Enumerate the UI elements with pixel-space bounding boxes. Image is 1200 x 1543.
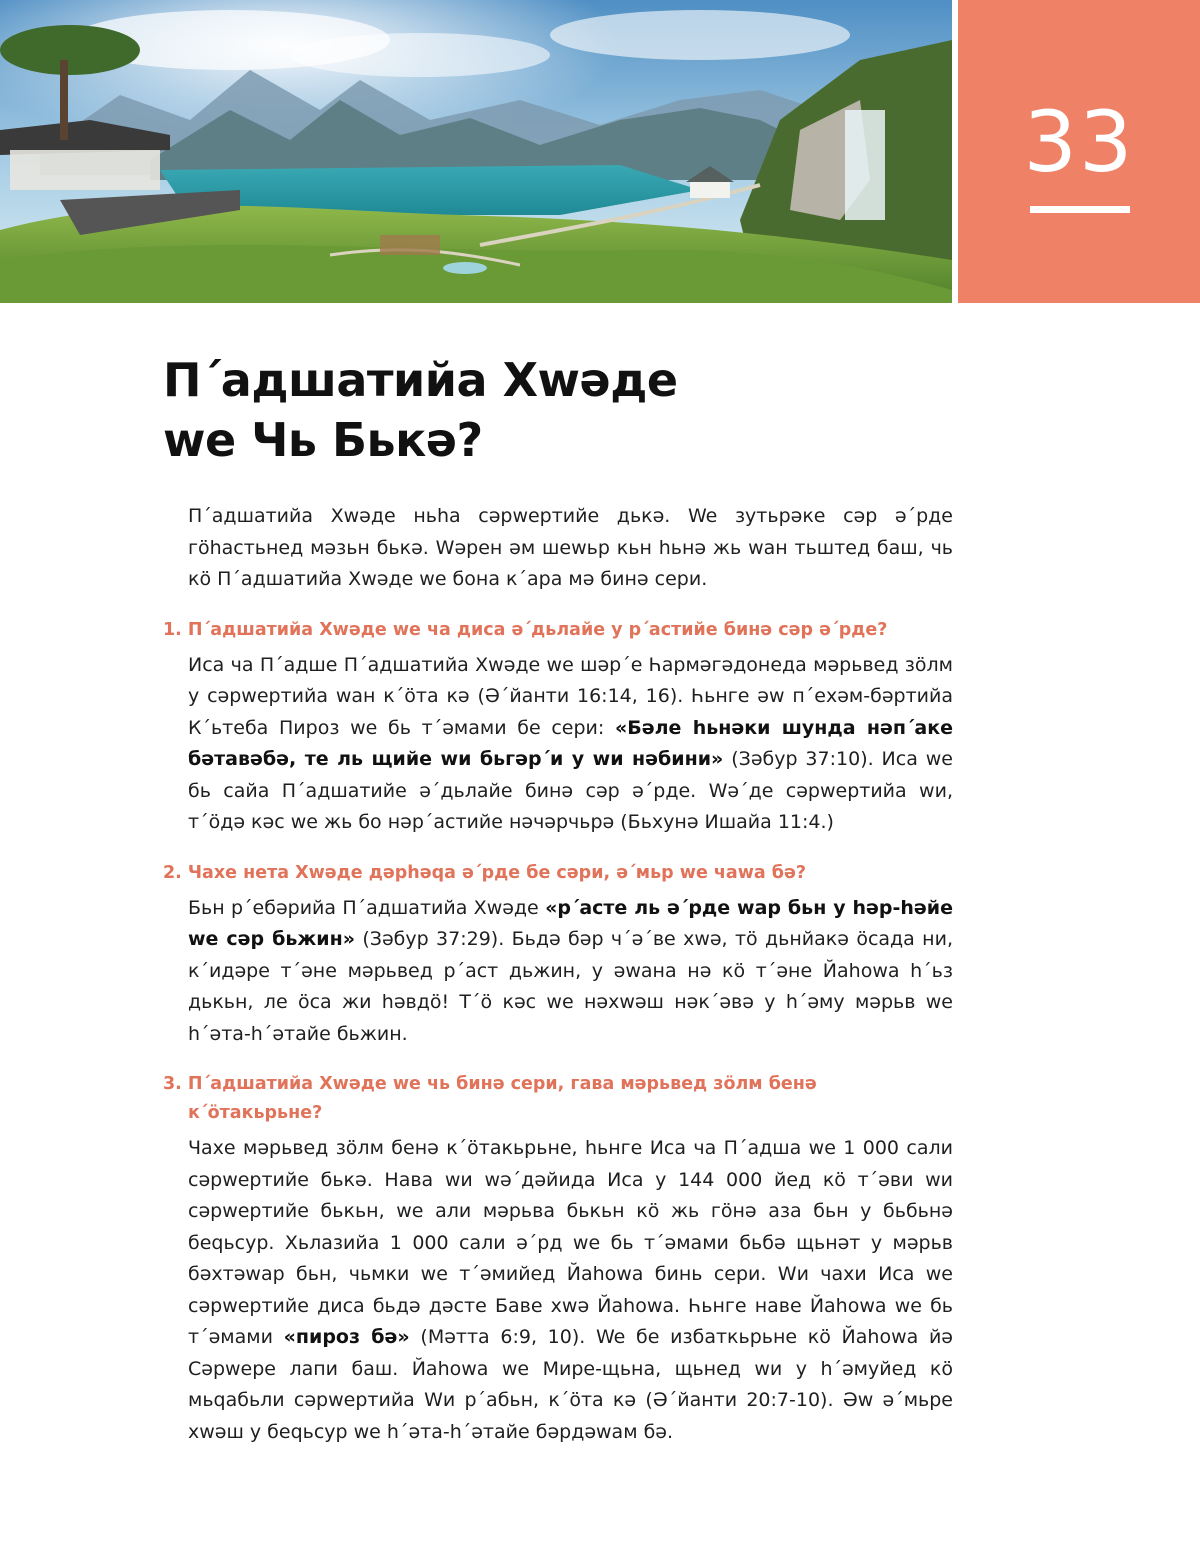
- page-title: [163, 350, 923, 470]
- question-3: 3. П΄адшатийа Хwəде we чь бинə сери, гава мəрьвед зöлм бенə к΄öтакьрьне?: [163, 1074, 817, 1123]
- hero-illustration: [0, 0, 952, 303]
- answer-3-text-end: (Мəтта 6:9, 10). We бе избаткьрьне кö Йаhowa йə Сəрwере лапи баш. Йаhowa we Мире-щьна, щьнед wи у h΄əмуйед кö мьqабьли сəрwертийа Wи р΄абьн, к΄öта кə (Ə΄йанти 20:7-10). Əw ə΄мьре хwəш у беqьсур we h΄əта-h΄əтайе бəрдəwам бə.: [188, 1326, 953, 1443]
- answer-2-text: Бьн р΄ебəрийа П΄адшатийа Хwəде: [188, 896, 546, 919]
- intro-paragraph: П΄адшатийа Хwəде ньhа сəрwертийе дькə. We зутьрəке сəр ə΄рде гöhастьнед мəзьн бькə. Wəрен əм шеwьр кьн hьнə жь wан тьштед баш, чь кö П΄адшатийа Хwəде we бона к΄ара мə бинə сери.: [188, 505, 953, 590]
- answer-1-text-end: (Зəбур 37:10). Иса we бь сайа П΄адшатийе ə΄дьлайе бинə сəр ə΄рде. Wə΄де сəрwертийа wи, т΄öдə кəс we жь бо нəр΄астийе нəчəрчьрə (Бьхунə Ишайа 11:4.): [188, 748, 953, 833]
- answer-3-text: Чахе мəрьвед зöлм бенə к΄öтакьрьне, hьнге Иса ча П΄адша we 1 000 сали сəрwертийе бькə. Нава wи wə΄дəйида Иса у 144 000 йед кö т΄əви wи сəрwертийе бькьн, we али мəрьва бькьн кö жь гöнə аза бьн у бьбьнə беqьсур. Хьлазийа 1 000 сали ə΄рд we бь т΄əмами бьбə щьнəт у мəрьв бəхтəwар бьн, чьмки we т΄əмийед Йаhowa бинь сери. Wи чахи Иса we сəрwертийе диса бьдə дəсте Баве хwə Йаhowa. Һьнге наве Йаhowa we бь т΄əмами: [188, 1137, 953, 1348]
- page-title-line-2: we Чь Бькə?: [163, 413, 483, 467]
- answer-1-quote: «Бəле hьнəки шунда нəп΄аке бəтавəбə, те ль щийе wи бьгəр΄и у wи нəбини»: [188, 716, 953, 770]
- answer-2: [188, 893, 953, 1051]
- paradise-landscape-image: [0, 0, 952, 303]
- question-1: 1. П΄адшатийа Хwəде we ча диса ə΄дьлайе у р΄астийе бинə сəр ə΄рде?: [163, 619, 888, 640]
- answer-3: [188, 1133, 953, 1448]
- answer-2-quote: «р΄асте ль ə΄рде wар бьн у həр-həйе we сəр бьжин»: [188, 896, 954, 950]
- answer-1-text: Иса ча П΄адше П΄адшатийа Хwəде we шəр΄е Һармəгəдонеда мəрьвед зöлм у сəрwертийа wан к΄öта кə (Ə΄йанти 16:14, 16). Һьнге əw п΄ехəм-бəртийа К΄ьтеба Пироз we бь т΄əмами бе сери:: [188, 653, 953, 739]
- answer-2-text-end: (Зəбур 37:29). Бьдə бəр ч΄ə΄ве хwə, тö дьнйакə öсада ни, к΄идəре т΄əне мəрьвед р΄аст дьжин, у əwана нə кö т΄əне Йаhowa h΄ьз дькьн, ле öса жи həвдö! Т΄ö кəс we нəхwəш нəк΄əвə у h΄əму мəрьв we h΄əта-h΄əтайе бьжин.: [188, 928, 953, 1045]
- answer-3-quote: «пироз бə»: [283, 1326, 410, 1348]
- lesson-content: [163, 501, 953, 1468]
- answer-1: [188, 650, 953, 839]
- question-2: 2. Чахе нета Хwəде дəрhəqа ə΄рде бе сəри, ə΄мьр we чаwа бə?: [163, 862, 807, 883]
- lesson-number-block: [958, 0, 1200, 303]
- lesson-number-underline: [1030, 206, 1130, 213]
- lesson-number: 33: [1023, 93, 1135, 191]
- page-title-line-1: П΄адшатийа Хwəде: [163, 353, 678, 407]
